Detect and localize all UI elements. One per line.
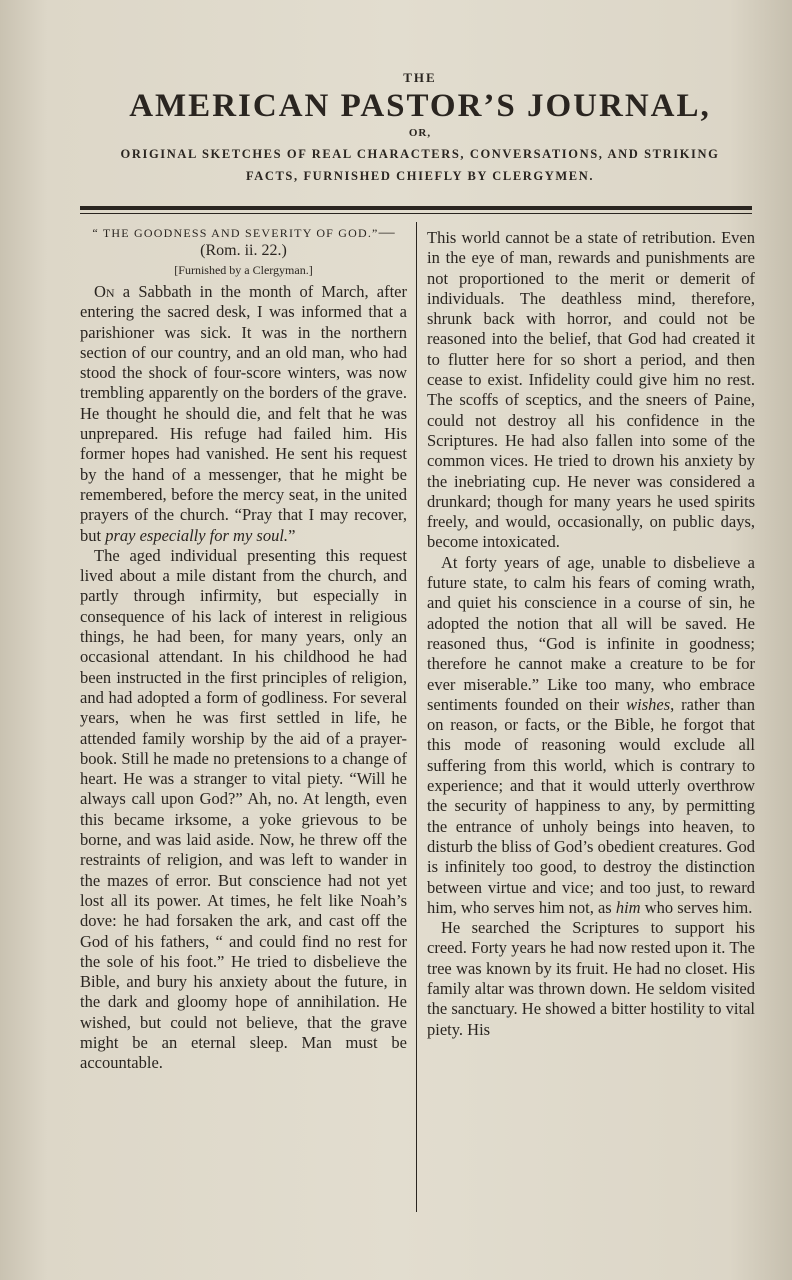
paragraph-4-emphasis-2: him xyxy=(615,897,641,917)
subtitle-line-2: FACTS, FURNISHED CHIEFLY BY CLERGYMEN. xyxy=(245,169,595,183)
masthead-or: OR, xyxy=(408,127,432,139)
article-reference: —(Rom. ii. 22.) xyxy=(200,224,395,259)
masthead-the: THE xyxy=(403,70,437,85)
paragraph-1-emphasis: pray especially for my soul. xyxy=(105,525,289,545)
paragraph-4-c: who serves him. xyxy=(640,897,753,917)
paragraph-4-emphasis: wishes xyxy=(626,694,671,714)
paragraph-2: The aged individual presenting this request lived about a mile distant from the church, and partly through infirmity, but especially in consequence of his lack of interest in religious things, he had been, for many years, only an occasional attendant. In his childhood he had been instructed in the first principles of religion, and had adopted a form of godliness. For several years, when he was first settled in life, he attended family worship by the aid of a prayer-book. Still he made no pretensions to a change of heart. He was a stranger to vital piety. “Will he always call upon God?” Ah, no. At length, even this became irksome, a yoke grievous to be borne, and was laid aside. Now, he threw off the restraints of religion, and was left to wander in the mazes of error. But conscience had not yet lost all its power. At times, he felt like Noah’s dove: he had forsaken the ark, and cast off the God of his fathers, “ and could find no rest for the sole of his foot.” He tried to disbelieve the Bible, and bury his anxiety about the future, in the dark and gloomy hope of annihilation. He wished, but could not believe, that the grave might be an eternal sleep. Man must be accountable. xyxy=(80,545,407,1073)
paragraph-4 xyxy=(427,553,755,918)
article-title-text: “ THE GOODNESS AND SEVERITY OF GOD.” xyxy=(92,226,379,240)
article-title xyxy=(80,224,407,260)
column-right xyxy=(427,228,755,1040)
masthead xyxy=(70,70,770,187)
subtitle-line-1: ORIGINAL SKETCHES OF REAL CHARACTERS, CONVERSATIONS, AND STRIKING xyxy=(120,147,720,161)
paragraph-3: This world cannot be a state of retribution. Even in the eye of man, rewards and punishments are not proportioned to the merit or demerit of individuals. The deathless mind, therefore, shrunk back with horror, and could not be reasoned into the belief, that God had created it to flutter here for so short a period, and then cease to exist. Infidelity could give him no rest. The scoffs of sceptics, and the sneers of Paine, could not destroy all his confidence in the Scriptures. He had also fallen into some of the common vices. He tried to drown his anxiety by the inebriating cup. He never was considered a drunkard; though for many years he used spirits freely, and would, occasionally, on public days, become intoxicated. xyxy=(427,228,755,552)
journal-title: AMERICAN PASTOR’S JOURNAL, xyxy=(129,88,711,124)
column-divider xyxy=(416,222,417,1212)
paragraph-1 xyxy=(80,282,407,546)
paragraph-4-a: At forty years of age, unable to disbelieve a future state, to calm his fears of coming wrath, and quiet his conscience in a course of sin, he adopted the notion that all will be saved. He reasoned thus, “God is infinite in goodness; therefore he cannot make a creature to be for ever miserable.” Like too many, who embrace sentiments founded on their xyxy=(427,552,755,714)
header-rule-thin xyxy=(80,213,752,214)
masthead-subtitle xyxy=(70,143,770,187)
paragraph-1-end: ” xyxy=(288,525,296,545)
header-rule-thick xyxy=(80,206,752,210)
paragraph-5: He searched the Scriptures to support his creed. Forty years he had now rested upon it. The tree was known by its fruit. He had no closet. His family altar was thrown down. He seldom visited the sanctuary. He showed a bitter hostility to vital piety. His xyxy=(427,918,755,1039)
article-byline: [Furnished by a Clergyman.] xyxy=(174,263,313,277)
paragraph-1-lead: On xyxy=(94,282,115,301)
paragraph-1-text: a Sabbath in the month of March, after entering the sacred desk, I was informed that a parishioner was sick. It was in the northern section of our country, and an old man, who had stood the shock of four-score winters, was now trembling apparently on the borders of the grave. He thought he should die, and felt that he was unprepared. His refuge had failed him. His former hopes had vanished. He sent his request by the hand of a messenger, that he might be remembered, before the mercy seat, in the united prayers of the church. “Pray that I may recover, but xyxy=(80,282,407,545)
column-left xyxy=(80,224,407,1074)
paragraph-4-b: , rather than on reason, or facts, or the Bible, he forgot that this mode of reasoning would exclude all suffering from this world, which is contrary to experience; and that it would utterly overthrow the security of happiness to any, by permitting the entrance of unholy beings into heaven, to disturb the bliss of God’s obedient creatures. God is infinitely too good, to destroy the distinction between virtue and vice; and too just, to reward him, who serves him not, as xyxy=(427,694,755,917)
